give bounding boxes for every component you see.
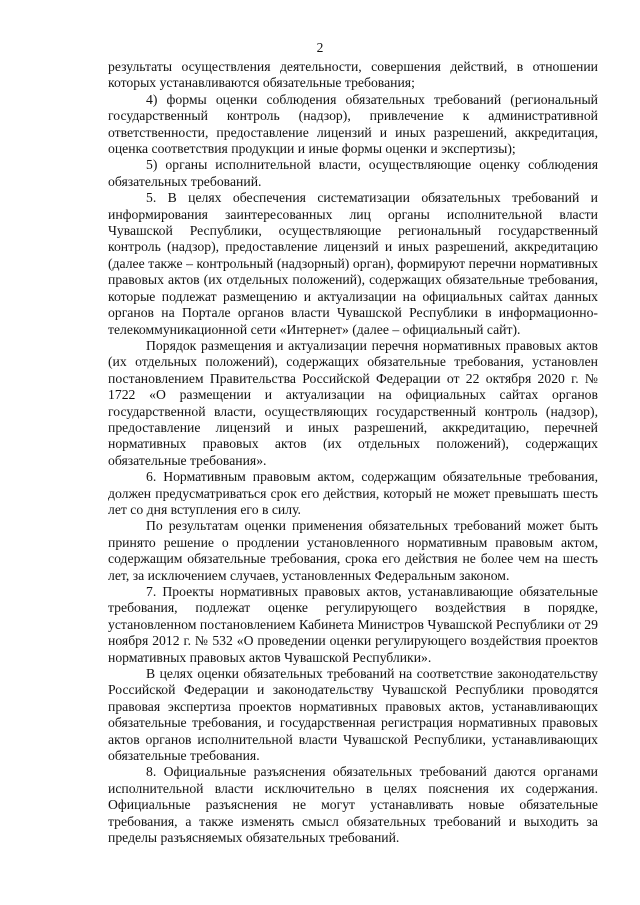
- paragraph-section-5-order: Порядок размещения и актуализации перечня нормативных правовых актов (их отдельных положений), содержащих обязательные требования, установлен постановлением Правительства Российской Федерации от 22 октября 2020 г. № 1722 «О размещении и актуализации на официальных сайтах органов государственной власти, осуществляющих государственный контроль (надзор), предоставление лицензий и иных разрешений, аккредитацию, перечней нормативных правовых актов (их отдельных положений), содержащих обязательные требования».: [108, 337, 598, 468]
- page-number: 2: [316, 40, 324, 55]
- paragraph-section-7-expertise: В целях оценки обязательных требований на соответствие законодательству Российской Федерации и законодательству Чувашской Республики проводятся правовая экспертиза проектов нормативных правовых актов, устанавливающих обязательные требования, и государственная регистрация нормативных правовых актов органов исполнительной власти Чувашской Республики, устанавливающих обязательные требования.: [108, 666, 598, 764]
- paragraph-section-7: 7. Проекты нормативных правовых актов, устанавливающие обязательные требования, подлежат оценке регулирующего воздействия в порядке, установленном постановлением Кабинета Министров Чувашской Республики от 29 ноября 2012 г. № 532 «О проведении оценки регулирующего воздействия проектов нормативных правовых актов Чувашской Республики».: [108, 584, 598, 665]
- paragraph-section-6-extension: По результатам оценки применения обязательных требований может быть принято решение о продлении установленного нормативным правовым актом, содержащим обязательные требования, срока его действия не более чем на шесть лет, за исключением случаев, установленных Федеральным законом.: [108, 518, 598, 583]
- paragraph-section-5: 5. В целях обеспечения систематизации обязательных требований и информирования заинтересованных лиц органы исполнительной власти Чувашской Республики, осуществляющие региональный государственный контроль (надзор), предоставление лицензий и иных разрешений, аккредитацию (далее также – контрольный (надзорный) орган), формируют перечни нормативных правовых актов (их отдельных положений), содержащих обязательные требования, которые подлежат размещению и актуализации на официальных сайтах данных органов на Портале органов власти Чувашской Республики в информационно-телекоммуникационной сети «Интернет» (далее – официальный сайт).: [108, 190, 598, 337]
- paragraph-continuation: результаты осуществления деятельности, совершения действий, в отношении которых устанавливаются обязательные требования;: [108, 59, 598, 91]
- paragraph-section-6: 6. Нормативным правовым актом, содержащим обязательные требования, должен предусматриваться срок его действия, который не может превышать шесть лет со дня вступления его в силу.: [108, 469, 598, 517]
- paragraph-item-5: 5) органы исполнительной власти, осуществляющие оценку соблюдения обязательных требований.: [108, 157, 598, 189]
- paragraph-section-8: 8. Официальные разъяснения обязательных требований даются органами исполнительной власти исключительно в целях пояснения их содержания. Официальные разъяснения не могут устанавливать новые обязательные требования, а также изменять смысл обязательных требований и выходить за пределы разъясняемых обязательных требований.: [108, 764, 598, 846]
- document-body: [108, 59, 598, 847]
- paragraph-item-4: 4) формы оценки соблюдения обязательных требований (региональный государственный контроль (надзор), привлечение к административной ответственности, предоставление лицензий и иных разрешений, аккредитация, оценка соответствия продукции и иные формы оценки и экспертизы);: [108, 91, 598, 157]
